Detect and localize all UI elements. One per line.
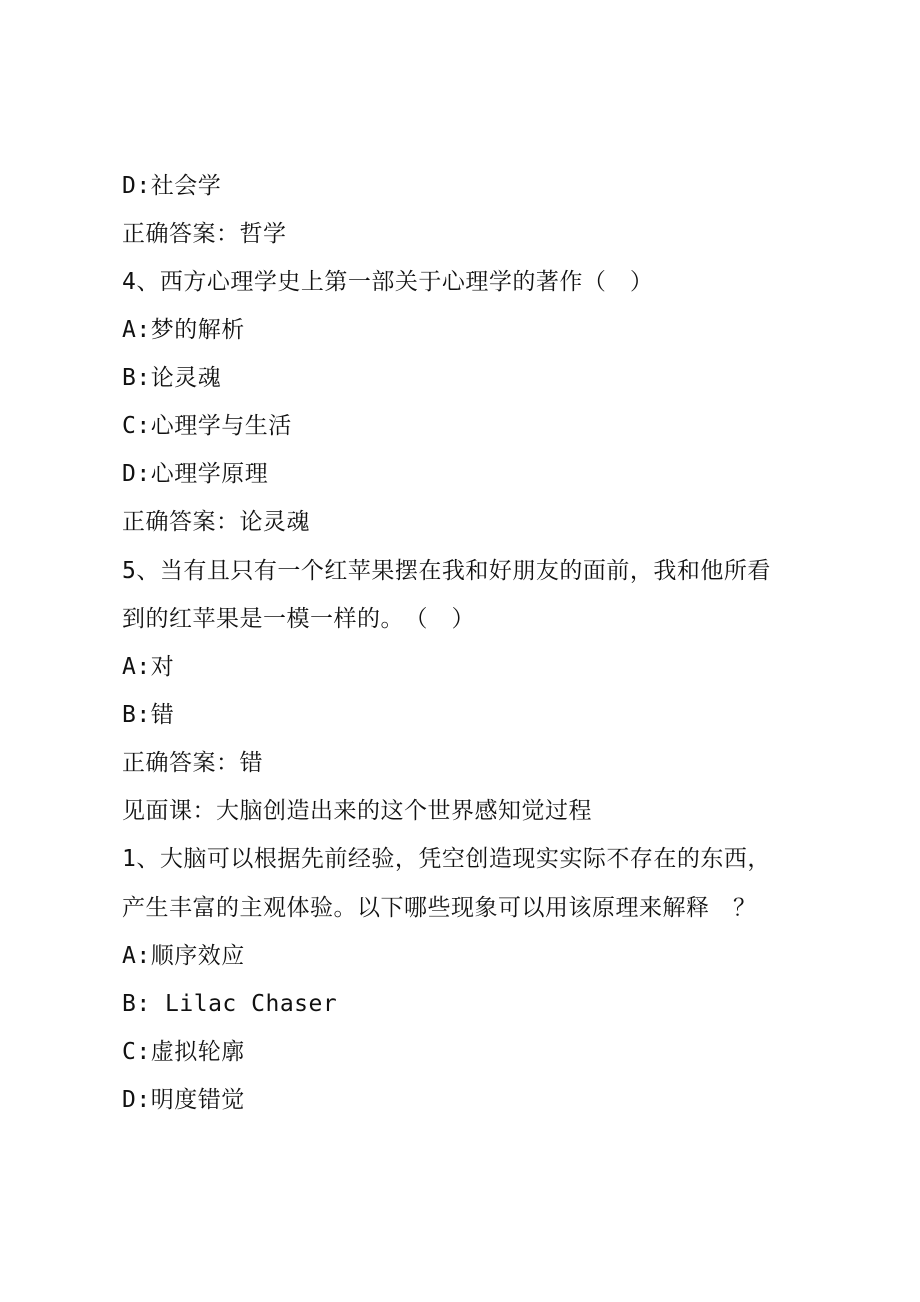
option-a-line: A:对 xyxy=(122,654,175,680)
option-a-line: A:梦的解析 xyxy=(122,317,245,343)
option-d-line: D:明度错觉 xyxy=(122,1087,245,1113)
question-1-line: 1、大脑可以根据先前经验，凭空创造现实实际不存在的东西， xyxy=(122,846,771,872)
option-d-line: D:社会学 xyxy=(122,173,222,199)
option-b-line: B: Lilac Chaser xyxy=(122,991,338,1017)
answer-line: 正确答案：错 xyxy=(122,750,263,776)
answer-line: 正确答案：哲学 xyxy=(122,221,287,247)
option-b-line: B:论灵魂 xyxy=(122,365,222,391)
option-a-line: A:顺序效应 xyxy=(122,943,245,969)
answer-line: 正确答案：论灵魂 xyxy=(122,509,310,535)
question-4-line: 4、西方心理学史上第一部关于心理学的著作（ ） xyxy=(122,269,654,295)
option-c-line: C:虚拟轮廓 xyxy=(122,1039,245,1065)
option-b-line: B:错 xyxy=(122,702,175,728)
option-c-line: C:心理学与生活 xyxy=(122,413,292,439)
question-5-continuation-line: 到的红苹果是一模一样的。 （ ） xyxy=(122,606,475,632)
section-heading-line: 见面课：大脑创造出来的这个世界感知觉过程 xyxy=(122,798,592,824)
option-d-line: D:心理学原理 xyxy=(122,461,269,487)
question-5-line: 5、当有且只有一个红苹果摆在我和好朋友的面前，我和他所看 xyxy=(122,558,771,584)
question-1-continuation-line: 产生丰富的主观体验。以下哪些现象可以用该原理来解释 ？ xyxy=(122,895,757,921)
